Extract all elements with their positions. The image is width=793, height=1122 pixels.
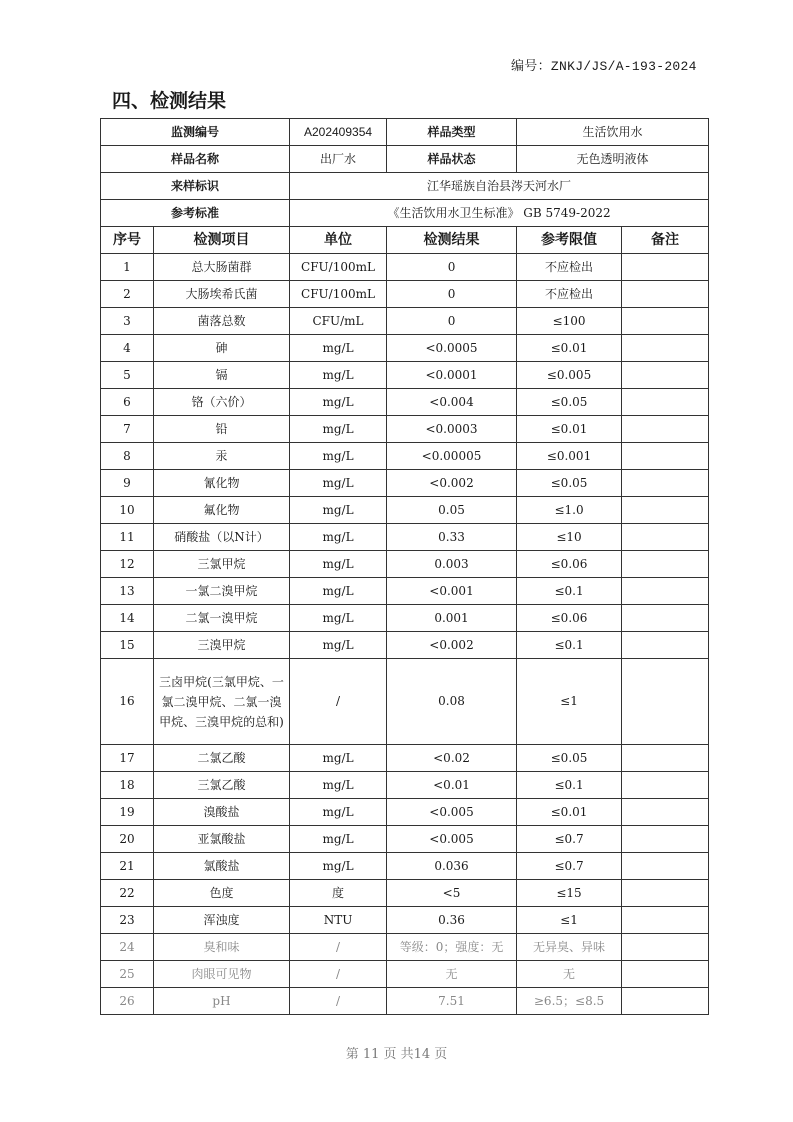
table-row xyxy=(101,605,709,632)
result: <0.0005 xyxy=(387,335,517,362)
unit: mg/L xyxy=(290,443,387,470)
test-item: pH xyxy=(154,988,290,1015)
table-row xyxy=(101,961,709,988)
test-item: 臭和味 xyxy=(154,934,290,961)
result: 7.51 xyxy=(387,988,517,1015)
unit: mg/L xyxy=(290,389,387,416)
result: <0.005 xyxy=(387,826,517,853)
test-item: 硝酸盐（以N计） xyxy=(154,524,290,551)
column-header-row xyxy=(101,227,709,254)
row-number: 21 xyxy=(101,853,154,880)
row-number: 26 xyxy=(101,988,154,1015)
limit: ≤0.05 xyxy=(517,389,622,416)
unit: mg/L xyxy=(290,826,387,853)
row-number: 19 xyxy=(101,799,154,826)
test-item: 二氯一溴甲烷 xyxy=(154,605,290,632)
table-row xyxy=(101,659,709,745)
limit: 不应检出 xyxy=(517,281,622,308)
table-row xyxy=(101,254,709,281)
row-number: 11 xyxy=(101,524,154,551)
note xyxy=(622,362,709,389)
result: <0.004 xyxy=(387,389,517,416)
sampling-site-value: 江华瑶族自治县涔天河水厂 xyxy=(290,173,709,200)
col-header-result: 检测结果 xyxy=(387,227,517,254)
test-item: 浑浊度 xyxy=(154,907,290,934)
row-number: 25 xyxy=(101,961,154,988)
unit: / xyxy=(290,988,387,1015)
test-item: 色度 xyxy=(154,880,290,907)
limit: ≤0.01 xyxy=(517,799,622,826)
limit: ≤1 xyxy=(517,907,622,934)
unit: mg/L xyxy=(290,578,387,605)
unit: CFU/100mL xyxy=(290,281,387,308)
table-row xyxy=(101,551,709,578)
row-number: 17 xyxy=(101,745,154,772)
limit: ≤0.1 xyxy=(517,632,622,659)
table-row xyxy=(101,632,709,659)
info-row-sample-name xyxy=(101,146,709,173)
note xyxy=(622,659,709,745)
limit: ≤0.06 xyxy=(517,605,622,632)
note xyxy=(622,605,709,632)
note xyxy=(622,308,709,335)
row-number: 24 xyxy=(101,934,154,961)
row-number: 6 xyxy=(101,389,154,416)
unit: 度 xyxy=(290,880,387,907)
table-row xyxy=(101,281,709,308)
row-number: 2 xyxy=(101,281,154,308)
result: <0.002 xyxy=(387,632,517,659)
limit: ≤100 xyxy=(517,308,622,335)
result: <0.00005 xyxy=(387,443,517,470)
result: 0.33 xyxy=(387,524,517,551)
result: <0.0003 xyxy=(387,416,517,443)
row-number: 3 xyxy=(101,308,154,335)
unit: NTU xyxy=(290,907,387,934)
sample-name-label: 样品名称 xyxy=(101,146,290,173)
unit: / xyxy=(290,961,387,988)
table-row xyxy=(101,772,709,799)
table-row xyxy=(101,416,709,443)
result: 0.001 xyxy=(387,605,517,632)
unit: / xyxy=(290,934,387,961)
row-number: 8 xyxy=(101,443,154,470)
note xyxy=(622,853,709,880)
test-item: 砷 xyxy=(154,335,290,362)
table-row xyxy=(101,362,709,389)
note xyxy=(622,335,709,362)
limit: ≤0.06 xyxy=(517,551,622,578)
test-item: 铬（六价） xyxy=(154,389,290,416)
result: 0.08 xyxy=(387,659,517,745)
test-item: 氯酸盐 xyxy=(154,853,290,880)
result: <0.002 xyxy=(387,470,517,497)
unit: CFU/100mL xyxy=(290,254,387,281)
row-number: 9 xyxy=(101,470,154,497)
test-item: 三氯乙酸 xyxy=(154,772,290,799)
unit: mg/L xyxy=(290,745,387,772)
table-row xyxy=(101,826,709,853)
col-header-no: 序号 xyxy=(101,227,154,254)
test-item: 汞 xyxy=(154,443,290,470)
unit: mg/L xyxy=(290,470,387,497)
row-number: 7 xyxy=(101,416,154,443)
limit: ≤0.005 xyxy=(517,362,622,389)
sample-id-label: 监测编号 xyxy=(101,119,290,146)
test-item: 三氯甲烷 xyxy=(154,551,290,578)
limit: ≤0.01 xyxy=(517,416,622,443)
col-header-unit: 单位 xyxy=(290,227,387,254)
test-item: 三卤甲烷(三氯甲烷、一氯二溴甲烷、二氯一溴甲烷、三溴甲烷的总和) xyxy=(154,659,290,745)
result: 等级：0；强度：无 xyxy=(387,934,517,961)
limit: ≤1.0 xyxy=(517,497,622,524)
note xyxy=(622,907,709,934)
test-item: 三溴甲烷 xyxy=(154,632,290,659)
note xyxy=(622,524,709,551)
note xyxy=(622,745,709,772)
info-row-sample-id xyxy=(101,119,709,146)
table-row xyxy=(101,880,709,907)
unit: mg/L xyxy=(290,632,387,659)
note xyxy=(622,254,709,281)
test-item: 亚氯酸盐 xyxy=(154,826,290,853)
result: <0.0001 xyxy=(387,362,517,389)
sample-state-value: 无色透明液体 xyxy=(517,146,709,173)
col-header-item: 检测项目 xyxy=(154,227,290,254)
note xyxy=(622,799,709,826)
note xyxy=(622,551,709,578)
sample-name-value: 出厂水 xyxy=(290,146,387,173)
table-row xyxy=(101,745,709,772)
row-number: 23 xyxy=(101,907,154,934)
table-row xyxy=(101,308,709,335)
table-row xyxy=(101,934,709,961)
note xyxy=(622,281,709,308)
unit: mg/L xyxy=(290,335,387,362)
row-number: 22 xyxy=(101,880,154,907)
note xyxy=(622,470,709,497)
limit: ≤0.05 xyxy=(517,470,622,497)
info-row-sampling-site xyxy=(101,173,709,200)
limit: ≤0.1 xyxy=(517,578,622,605)
table-row xyxy=(101,335,709,362)
note xyxy=(622,632,709,659)
standard-value: 《生活饮用水卫生标准》 GB 5749-2022 xyxy=(290,200,709,227)
table-row xyxy=(101,578,709,605)
table-row xyxy=(101,988,709,1015)
unit: mg/L xyxy=(290,772,387,799)
unit: CFU/mL xyxy=(290,308,387,335)
row-number: 20 xyxy=(101,826,154,853)
limit: ≤0.05 xyxy=(517,745,622,772)
limit: ≤0.7 xyxy=(517,826,622,853)
result: <5 xyxy=(387,880,517,907)
row-number: 14 xyxy=(101,605,154,632)
result: <0.001 xyxy=(387,578,517,605)
results-table xyxy=(100,118,709,1015)
result: <0.005 xyxy=(387,799,517,826)
unit: / xyxy=(290,659,387,745)
result: 0.036 xyxy=(387,853,517,880)
note xyxy=(622,988,709,1015)
test-item: 二氯乙酸 xyxy=(154,745,290,772)
result: 0 xyxy=(387,281,517,308)
row-number: 12 xyxy=(101,551,154,578)
table-row xyxy=(101,470,709,497)
test-item: 一氯二溴甲烷 xyxy=(154,578,290,605)
test-item: 溴酸盐 xyxy=(154,799,290,826)
table-row xyxy=(101,443,709,470)
result: 0 xyxy=(387,308,517,335)
unit: mg/L xyxy=(290,416,387,443)
col-header-limit: 参考限值 xyxy=(517,227,622,254)
unit: mg/L xyxy=(290,853,387,880)
table-row xyxy=(101,389,709,416)
sample-type-value: 生活饮用水 xyxy=(517,119,709,146)
sample-state-label: 样品状态 xyxy=(387,146,517,173)
row-number: 13 xyxy=(101,578,154,605)
test-item: 镉 xyxy=(154,362,290,389)
unit: mg/L xyxy=(290,551,387,578)
limit: ≥6.5；≤8.5 xyxy=(517,988,622,1015)
standard-label: 参考标准 xyxy=(101,200,290,227)
unit: mg/L xyxy=(290,605,387,632)
test-item: 氰化物 xyxy=(154,470,290,497)
result: 0.36 xyxy=(387,907,517,934)
note xyxy=(622,497,709,524)
sample-type-label: 样品类型 xyxy=(387,119,517,146)
result: <0.02 xyxy=(387,745,517,772)
limit: ≤10 xyxy=(517,524,622,551)
test-item: 氟化物 xyxy=(154,497,290,524)
note xyxy=(622,416,709,443)
test-item: 铅 xyxy=(154,416,290,443)
table-row xyxy=(101,497,709,524)
limit: ≤0.001 xyxy=(517,443,622,470)
limit: 无异臭、异味 xyxy=(517,934,622,961)
note xyxy=(622,961,709,988)
result: 0.003 xyxy=(387,551,517,578)
limit: ≤0.1 xyxy=(517,772,622,799)
row-number: 16 xyxy=(101,659,154,745)
unit: mg/L xyxy=(290,362,387,389)
row-number: 15 xyxy=(101,632,154,659)
unit: mg/L xyxy=(290,524,387,551)
unit: mg/L xyxy=(290,497,387,524)
note xyxy=(622,826,709,853)
page-footer: 第 11 页 共14 页 xyxy=(345,1047,448,1062)
row-number: 4 xyxy=(101,335,154,362)
test-item: 总大肠菌群 xyxy=(154,254,290,281)
col-header-note: 备注 xyxy=(622,227,709,254)
note xyxy=(622,443,709,470)
limit: 不应检出 xyxy=(517,254,622,281)
table-row xyxy=(101,907,709,934)
section-title: 四、检测结果 xyxy=(112,90,227,112)
note xyxy=(622,578,709,605)
test-item: 大肠埃希氏菌 xyxy=(154,281,290,308)
unit: mg/L xyxy=(290,799,387,826)
result: 无 xyxy=(387,961,517,988)
info-row-standard xyxy=(101,200,709,227)
limit: ≤0.01 xyxy=(517,335,622,362)
row-number: 18 xyxy=(101,772,154,799)
table-row xyxy=(101,524,709,551)
row-number: 1 xyxy=(101,254,154,281)
row-number: 5 xyxy=(101,362,154,389)
table-row xyxy=(101,799,709,826)
result: 0 xyxy=(387,254,517,281)
limit: 无 xyxy=(517,961,622,988)
row-number: 10 xyxy=(101,497,154,524)
result: 0.05 xyxy=(387,497,517,524)
note xyxy=(622,934,709,961)
sampling-site-label: 来样标识 xyxy=(101,173,290,200)
note xyxy=(622,880,709,907)
limit: ≤1 xyxy=(517,659,622,745)
limit: ≤15 xyxy=(517,880,622,907)
table-row xyxy=(101,853,709,880)
test-item: 菌落总数 xyxy=(154,308,290,335)
result: <0.01 xyxy=(387,772,517,799)
document-number: 编号：ZNKJ/JS/A-193-2024 xyxy=(511,59,697,74)
limit: ≤0.7 xyxy=(517,853,622,880)
sample-id-value: A202409354 xyxy=(290,119,387,146)
note xyxy=(622,389,709,416)
test-item: 肉眼可见物 xyxy=(154,961,290,988)
note xyxy=(622,772,709,799)
